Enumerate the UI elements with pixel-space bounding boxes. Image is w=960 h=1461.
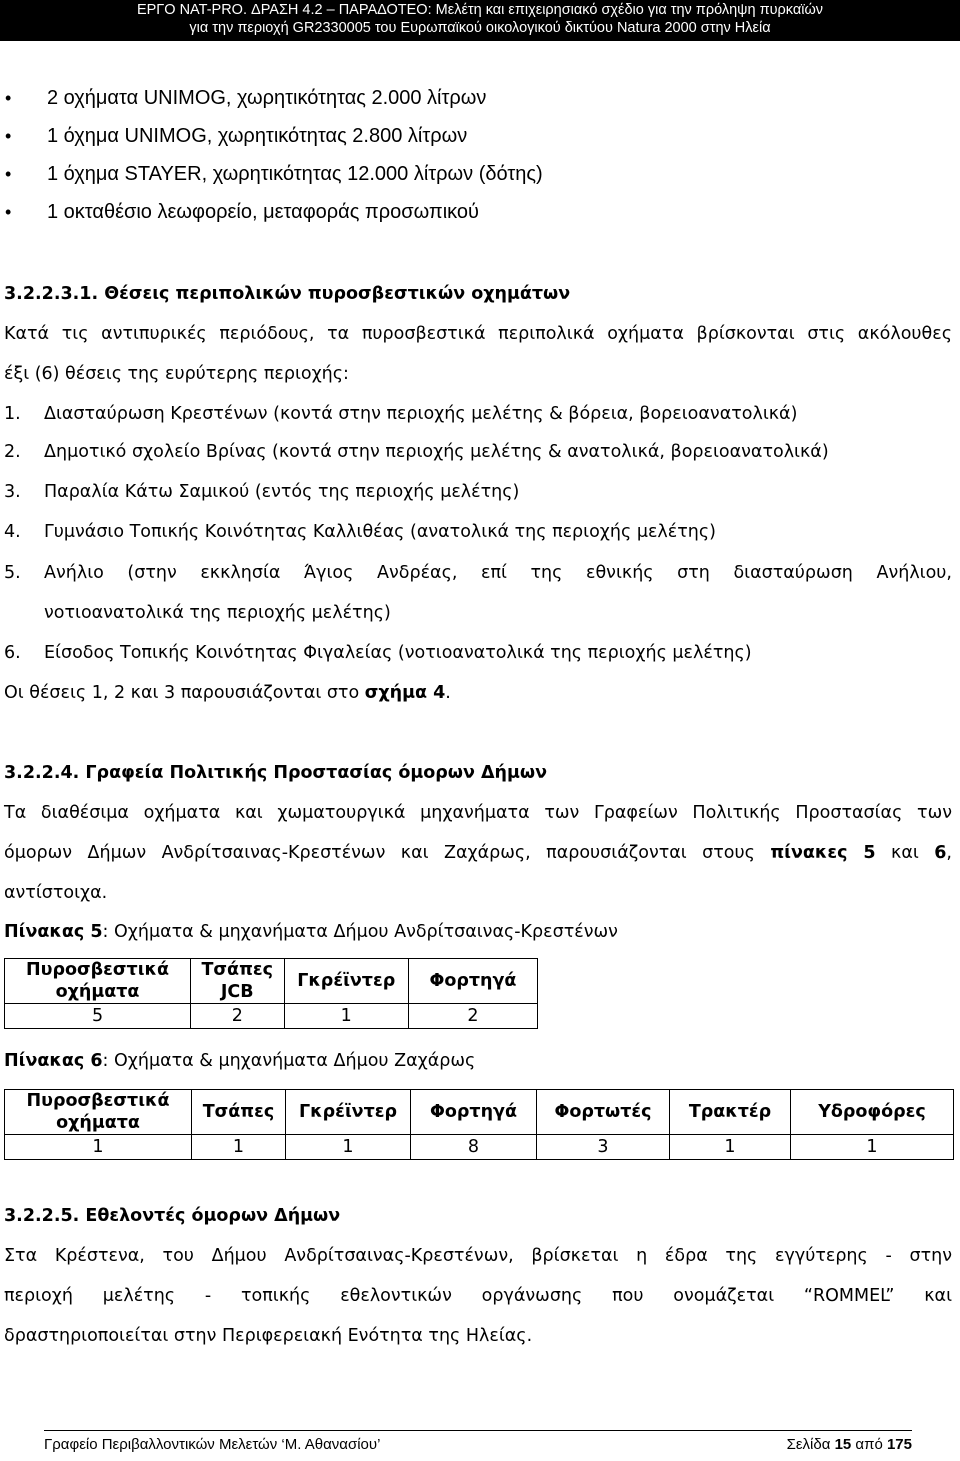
list-item: 2. Δημοτικό σχολείο Βρίνας (κοντά στην περιοχής μελέτης & ανατολικά, βορειοανατολικά) <box>4 442 829 462</box>
table-header-row <box>5 1090 954 1135</box>
table-row <box>5 1135 954 1160</box>
table-5 <box>4 958 538 1029</box>
page-header <box>0 0 960 41</box>
paragraph-line: Τα διαθέσιμα οχήματα και χωματουργικά μηχανήματα των Γραφείων Πολιτικής Προστασίας των <box>4 803 952 823</box>
table-header-cell: Φορτηγά <box>408 959 537 1004</box>
list-item: 1. Διασταύρωση Κρεστένων (κοντά στην περιοχής μελέτης & βόρεια, βορειοανατολικά) <box>4 404 798 424</box>
table-header-cell: Τσάπες <box>192 1090 286 1135</box>
list-item: 6. Είσοδος Τοπικής Κοινότητας Φιγαλείας (νοτιοανατολικά της περιοχής μελέτης) <box>4 643 752 663</box>
page-number: Σελίδα 15 από 175 <box>786 1436 912 1453</box>
bullet-icon: • <box>5 126 12 146</box>
list-item-text: νοτιοανατολικά της περιοχής μελέτης) <box>44 603 391 623</box>
list-item-text: Ανήλιο (στην εκκλησία Άγιος Ανδρέας, επί της εθνικής στη διασταύρωση Ανήλιου, <box>44 563 952 583</box>
table-header-cell: Πυροσβεστικά οχήματα <box>5 1090 192 1135</box>
table-cell: 2 <box>408 1004 537 1029</box>
paragraph-line: Στα Κρέστενα, του Δήμου Ανδρίτσαινας-Κρεστένων, βρίσκεται η έδρα της εγγύτερης - στην <box>4 1246 952 1266</box>
table-cell: 3 <box>537 1135 670 1160</box>
table-header-row <box>5 959 538 1004</box>
paragraph-line: Κατά τις αντιπυρικές περιόδους, τα πυροσβεστικά περιπολικά οχήματα βρίσκονται στις ακόλουθες <box>4 324 952 344</box>
table-caption: Πίνακας 5: Οχήματα & μηχανήματα Δήμου Ανδρίτσαινας-Κρεστένων <box>4 922 618 942</box>
paragraph-line: περιοχή μελέτης - τοπικής εθελοντικών οργάνωσης που ονομάζεται “ROMMEL” και <box>4 1286 952 1306</box>
table-cell: 1 <box>5 1135 192 1160</box>
table-cell: 2 <box>191 1004 285 1029</box>
table-cell: 1 <box>670 1135 791 1160</box>
section-heading: 3.2.2.3.1. Θέσεις περιπολικών πυροσβεστικών οχημάτων <box>4 284 571 304</box>
document-page: ΕΡΓΟ NAT-PRO. ΔΡΑΣΗ 4.2 – ΠΑΡΑΔΟΤΕΟ: Μελέτη και επιχειρησιακό σχέδιο για την πρόληψη πυρκαϊών για την περιοχή GR2330005 του Ευρωπαϊκού οικολογικού δικτύου Natura 2000 στην Ηλεία • 2 οχήματα UNIMOG, χωρητικότητας 2.000 λίτρων • 1 όχημα UNIMOG, χωρητικότητας 2.800 λίτρων • 1 όχημα STAYER, χωρητικότητας 12.000 λίτρων (δότης) • 1 οκταθέσιο λεωφορείο, μεταφοράς προσωπικού 3.2.2.3.1. Θέσεις περιπολικών πυροσβεστικών οχημάτων Κατά τις αντιπυρικές περιόδους, τα πυροσβεστικά περιπολικά οχήματα βρίσκονται στις ακόλουθες έξι (6) θέσεις της ευρύτερης περιοχής: 1. Διασταύρωση Κρεστένων (κοντά στην περιοχής μελέτης & βόρεια, βορειοανατολικά) 2. Δημοτικό σχολείο Βρίνας (κοντά στην περιοχής μελέτης & ανατολικά, βορειοανατολικά) 3. Παραλία Κάτω Σαμικού (εντός της περιοχής μελέτης) 4. Γυμνάσιο Τοπικής Κοινότητας Καλλιθέας (ανατολικά της περιοχής μελέτης) 5. Ανήλιο (στην εκκλησία Άγιος Ανδρέας, επί της εθνικής στη διασταύρωση Ανήλιου, νοτιοανατολικά της περιοχής μελέτης) 6. Είσοδος Τοπικής Κοινότητας Φιγαλείας (νοτιοανατολικά της περιοχής μελέτης) Οι θέσεις 1, 2 και 3 παρουσιάζονται στο σχήμα 4. 3.2.2.4. Γραφεία Πολιτικής Προστασίας όμορων Δήμων Τα διαθέσιμα οχήματα και χωματουργικά μηχανήματα των Γραφείων Πολιτικής Προστασίας των όμορων Δήμων Ανδρίτσαινας-Κρεστένων και Ζαχάρως, παρουσιάζονται στους πίνακες 5 και 6, αντίστοιχα. Πίνακας 5: Οχήματα & μηχανήματα Δήμου Ανδρίτσαινας-Κρεστένων Πυροσβεστικά οχήματα Τσάπες JCB Γκρέϊντερ Φορτηγά 5 2 1 2 Πίνακας 6: Οχήματα & μηχανήματα Δήμου Ζαχάρως Πυροσβεστικά οχήματα Τσάπες Γκρέϊντερ Φορτηγά Φορτωτές Τρακτέρ Υδροφόρες 1 1 1 8 3 1 1 3.2.2.5. Εθελοντές όμορων Δήμων Στα Κρέστενα, του Δήμου Ανδρίτσαινας-Κρεστένων, βρίσκεται η έδρα της εγγύτερης - στην περιοχή μελέτης - τοπικής εθελοντικών οργάνωσης που ονομάζεται “ROMMEL” και δραστηριοποιείται στην Περιφερειακή Ενότητα της Ηλείας. Γραφείο Περιβαλλοντικών Μελετών ‘Μ. Αθανασίου’ Σελίδα 15 από 175 <box>0 0 960 1461</box>
table-header-cell: Γκρέϊντερ <box>286 1090 411 1135</box>
table-cell: 1 <box>284 1004 408 1029</box>
table-reference: 6 <box>934 843 947 863</box>
header-line-2: για την περιοχή GR2330005 του Ευρωπαϊκού οικολογικού δικτύου Natura 2000 στην Ηλεία <box>189 20 771 36</box>
table-cell: 8 <box>411 1135 537 1160</box>
footer-divider <box>44 1430 912 1431</box>
table-cell: 1 <box>192 1135 286 1160</box>
table-header-cell: Τσάπες JCB <box>191 959 285 1004</box>
table-reference: πίνακες 5 <box>770 843 876 863</box>
paragraph-line: αντίστοιχα. <box>4 883 108 903</box>
table-cell: 1 <box>791 1135 954 1160</box>
list-item: 4. Γυμνάσιο Τοπικής Κοινότητας Καλλιθέας (ανατολικά της περιοχής μελέτης) <box>4 522 716 542</box>
table-header-cell: Φορτηγά <box>411 1090 537 1135</box>
table-header-cell: Γκρέϊντερ <box>284 959 408 1004</box>
paragraph-line: όμορων Δήμων Ανδρίτσαινας-Κρεστένων και Ζαχάρως, παρουσιάζονται στους πίνακες 5 και 6, <box>4 843 952 863</box>
section-heading: 3.2.2.4. Γραφεία Πολιτικής Προστασίας όμορων Δήμων <box>4 763 547 783</box>
bullet-icon: • <box>5 202 12 222</box>
figure-reference: σχήμα 4 <box>364 683 446 703</box>
table-6 <box>4 1089 954 1160</box>
table-row <box>5 1004 538 1029</box>
bullet-icon: • <box>5 88 12 108</box>
table-cell: 1 <box>286 1135 411 1160</box>
bullet-icon: • <box>5 164 12 184</box>
paragraph-line: δραστηριοποιείται στην Περιφερειακή Ενότητα της Ηλείας. <box>4 1326 533 1346</box>
table-header-cell: Υδροφόρες <box>791 1090 954 1135</box>
list-item: 3. Παραλία Κάτω Σαμικού (εντός της περιοχής μελέτης) <box>4 482 520 502</box>
table-cell: 5 <box>5 1004 191 1029</box>
paragraph-line: έξι (6) θέσεις της ευρύτερης περιοχής: <box>4 364 349 384</box>
table-header-cell: Τρακτέρ <box>670 1090 791 1135</box>
section-heading: 3.2.2.5. Εθελοντές όμορων Δήμων <box>4 1206 341 1226</box>
table-caption: Πίνακας 6: Οχήματα & μηχανήματα Δήμου Ζαχάρως <box>4 1051 476 1071</box>
footer-left: Γραφείο Περιβαλλοντικών Μελετών ‘Μ. Αθανασίου’ <box>44 1436 381 1453</box>
header-line-1: ΕΡΓΟ NAT-PRO. ΔΡΑΣΗ 4.2 – ΠΑΡΑΔΟΤΕΟ: Μελέτη και επιχειρησιακό σχέδιο για την πρόληψη πυρκαϊών <box>136 2 824 18</box>
paragraph-line: Οι θέσεις 1, 2 και 3 παρουσιάζονται στο σχήμα 4. <box>4 683 451 703</box>
list-item: 5. <box>4 563 21 583</box>
table-header-cell: Φορτωτές <box>537 1090 670 1135</box>
table-header-cell: Πυροσβεστικά οχήματα <box>5 959 191 1004</box>
